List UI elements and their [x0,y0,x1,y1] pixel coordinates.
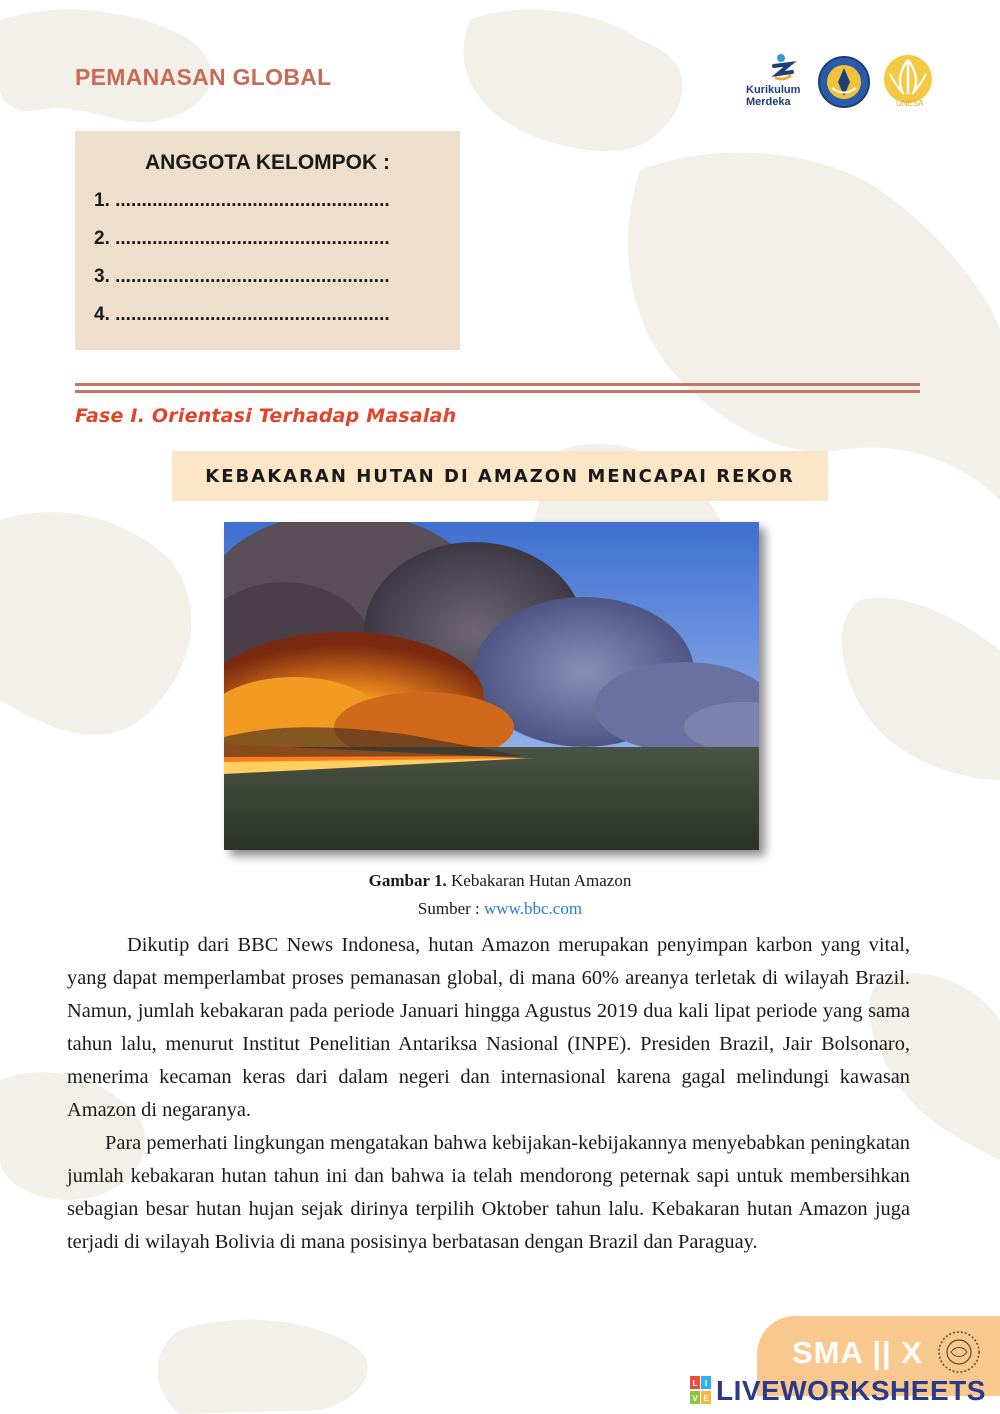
article-banner: KEBAKARAN HUTAN DI AMAZON MENCAPAI REKOR [172,451,828,501]
figure-caption [0,871,1000,891]
divider-top [75,383,920,386]
class-label: SMA || X [792,1335,923,1370]
member-line-3[interactable]: 3. .................................................... [94,266,390,287]
badge-letter-e: E [703,1394,709,1403]
member-line-4[interactable]: 4. .................................................... [94,304,390,325]
badge-letter-l: L [692,1379,698,1388]
article-paragraph-2: Para pemerhati lingkungan mengatakan bahwa kebijakan-kebijakannya menyebabkan peningkatan jumlah kebakaran hutan tahun ini dan bahwa ia telah mendorong peternak sapi untuk membersihkan sebagian besar hutan hujan sejak dirinya terpilih Oktober tahun lalu. Kebakaran hutan Amazon juga terjadi di wilayah Bolivia di mana posisinya berbatasan dengan Brazil dan Paraguay. [67,1132,910,1253]
member-line-2[interactable]: 2. .................................................... [94,228,390,249]
badge-letter-v: V [692,1394,698,1403]
article-paragraph-1: Dikutip dari BBC News Indonesa, hutan Amazon merupakan penyimpan karbon yang vital, yang dapat memperlambat proses pemanasan global, di mana 60% areanya terletak di wilayah Brazil. Namun, jumlah kebakaran pada periode Januari hingga Agustus 2019 dua kali lipat periode yang sama tahun lalu, menurut Institut Penelitian Antariksa Nasional (INPE). Presiden Brazil, Jair Bolsonaro, menerima kecaman keras dari dalam negeri dan internasional karena gagal melindungi kawasan Amazon di negaranya. [67,934,910,1121]
liveworksheets-brand[interactable]: LIVEWORKSHEETS [716,1375,986,1406]
kurikulum-merdeka-icon [756,52,816,86]
divider-bottom [75,390,920,393]
unesa-label: UNESA [896,99,924,108]
group-members-list [94,187,390,339]
kemendikbud-icon [817,55,871,109]
liveworksheets-footer [690,1374,986,1408]
phase-heading: Fase I. Orientasi Terhadap Masalah [75,405,457,427]
amazon-fire-photo [224,522,759,850]
figure-label: Gambar 1. [368,871,447,890]
group-members-title: ANGGOTA KELOMPOK : [145,151,390,174]
kurikulum-merdeka-label: Kurikulum Merdeka [746,84,801,108]
source-link[interactable]: www.bbc.com [484,899,583,918]
page-title: PEMANASAN GLOBAL [75,64,332,90]
group-members-box [75,131,460,350]
badge-letter-i: I [704,1379,708,1388]
header-logos [746,52,946,112]
liveworksheets-badge-icon [690,1376,712,1406]
member-line-1[interactable]: 1. .................................................... [94,190,390,211]
source-label: Sumber : [417,899,480,918]
seal-icon [937,1330,981,1374]
article-body [67,929,910,1259]
fire-image [224,522,759,850]
figure-source [0,899,1000,919]
figure-text: Kebakaran Hutan Amazon [451,871,632,890]
